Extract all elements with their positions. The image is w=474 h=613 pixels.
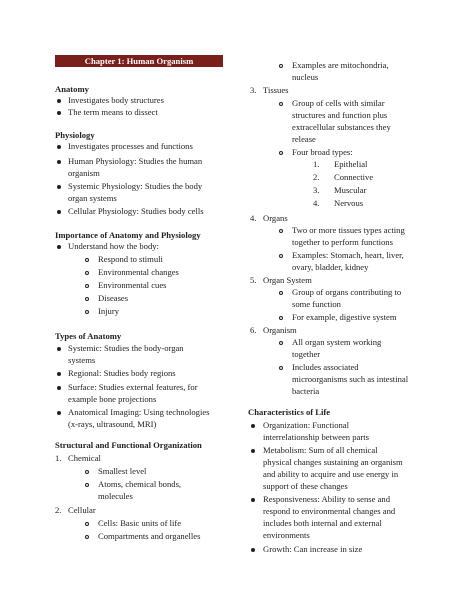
list-item: bacteria	[292, 386, 320, 396]
list-item: together to perform functions	[292, 237, 393, 247]
list-item: together	[292, 349, 321, 359]
list-item: Two or more tissues types acting	[292, 225, 405, 235]
list-item: Systemic Physiology: Studies the body	[68, 181, 203, 191]
list-item: Investigates body structures	[68, 95, 164, 105]
circle-bullet-icon	[279, 316, 283, 320]
bullet-icon	[57, 411, 61, 415]
list-number: 6.	[250, 325, 257, 335]
list-item: Diseases	[98, 293, 129, 303]
list-item: ovary, bladder, kidney	[292, 262, 369, 272]
list-item: Atoms, chemical bonds,	[98, 479, 182, 489]
list-item: Group of organs contributing to	[292, 287, 402, 297]
list-item: release	[292, 134, 316, 144]
bullet-icon	[57, 245, 61, 249]
circle-bullet-icon	[279, 291, 283, 295]
circle-bullet-icon	[85, 483, 89, 487]
list-item: Connective	[334, 172, 374, 182]
physiology-heading: Physiology	[55, 130, 95, 140]
list-item: Muscular	[334, 185, 367, 195]
list-number: 3.	[250, 85, 257, 95]
list-item: Investigates processes and functions	[68, 141, 193, 151]
list-item: Organization: Functional	[263, 420, 350, 430]
list-item: Responsiveness: Ability to sense and	[263, 494, 390, 504]
list-item: Nervous	[334, 198, 364, 208]
list-number: 3.	[313, 185, 320, 195]
list-item: includes both internal and external	[263, 518, 382, 528]
list-item: Organ System	[263, 275, 312, 285]
list-item: Regional: Studies body regions	[68, 368, 176, 378]
list-item: Examples are mitochondria,	[292, 60, 389, 70]
circle-bullet-icon	[85, 271, 89, 275]
list-number: 2.	[55, 505, 62, 515]
list-item: Epithelial	[334, 159, 368, 169]
list-item: Injury	[98, 306, 120, 316]
list-number: 4.	[250, 213, 257, 223]
list-item: Examples: Stomach, heart, liver,	[292, 250, 404, 260]
circle-bullet-icon	[279, 64, 283, 68]
bullet-icon	[251, 498, 255, 502]
list-item: molecules	[98, 491, 133, 501]
list-item: Respond to stimuli	[98, 254, 163, 264]
bullet-icon	[57, 210, 61, 214]
circle-bullet-icon	[85, 258, 89, 262]
list-item: Cellular Physiology: Studies body cells	[68, 206, 204, 216]
anatomy-heading: Anatomy	[55, 84, 89, 94]
list-item: example bone projections	[68, 394, 157, 404]
list-item: support of these changes	[263, 481, 348, 491]
list-item: environments	[263, 530, 310, 540]
circle-bullet-icon	[279, 341, 283, 345]
list-number: 4.	[313, 198, 320, 208]
list-item: The term means to dissect	[68, 107, 158, 117]
circle-bullet-icon	[85, 284, 89, 288]
bullet-icon	[57, 185, 61, 189]
circle-bullet-icon	[85, 310, 89, 314]
bullet-icon	[57, 386, 61, 390]
list-item: Smallest level	[98, 466, 147, 476]
list-item: Cells: Basic units of life	[98, 518, 182, 528]
circle-bullet-icon	[279, 102, 283, 106]
list-item: Organism	[263, 325, 297, 335]
types-heading: Types of Anatomy	[55, 331, 122, 341]
list-item: respond to environmental changes and	[263, 506, 396, 516]
list-item: For example, digestive system	[292, 312, 397, 322]
list-item: Human Physiology: Studies the human	[68, 156, 203, 166]
structural-heading: Structural and Functional Organization	[55, 440, 202, 450]
list-item: organ systems	[68, 193, 117, 203]
bullet-icon	[251, 424, 255, 428]
bullet-icon	[57, 372, 61, 376]
list-item: some function	[292, 299, 341, 309]
bullet-icon	[57, 347, 61, 351]
list-item: Growth: Can increase in size	[263, 544, 363, 554]
list-item: and ability to acquire and use energy in	[263, 469, 399, 479]
list-item: Chemical	[68, 453, 101, 463]
importance-heading: Importance of Anatomy and Physiology	[55, 230, 201, 240]
list-number: 1.	[55, 453, 62, 463]
bullet-icon	[57, 111, 61, 115]
bullet-icon	[57, 99, 61, 103]
list-item: Surface: Studies external features, for	[68, 382, 198, 392]
list-item: Environmental cues	[98, 280, 167, 290]
bullet-icon	[251, 449, 255, 453]
circle-bullet-icon	[279, 254, 283, 258]
list-item: Understand how the body:	[68, 241, 159, 251]
list-item: nucleus	[292, 72, 319, 82]
circle-bullet-icon	[85, 535, 89, 539]
list-item: Includes associated	[292, 362, 359, 372]
list-item: physical changes sustaining an organism	[263, 457, 403, 467]
list-item: Four broad types:	[292, 147, 353, 157]
list-item: microorganisms such as intestinal	[292, 374, 409, 384]
life-heading: Characteristics of Life	[248, 407, 331, 417]
bullet-icon	[251, 548, 255, 552]
list-item: extracellular substances they	[292, 122, 391, 132]
circle-bullet-icon	[85, 297, 89, 301]
circle-bullet-icon	[279, 229, 283, 233]
list-item: Metabolism: Sum of all chemical	[263, 445, 378, 455]
list-number: 5.	[250, 275, 257, 285]
list-item: organism	[68, 168, 100, 178]
list-number: 2.	[313, 172, 320, 182]
circle-bullet-icon	[85, 522, 89, 526]
list-item: (x-rays, ultrasound, MRI)	[68, 419, 157, 429]
list-item: Anatomical Imaging: Using technologies	[68, 407, 210, 417]
list-item: Systemic: Studies the body-organ	[68, 343, 184, 353]
list-item: systems	[68, 355, 96, 365]
circle-bullet-icon	[85, 470, 89, 474]
bullet-icon	[57, 145, 61, 149]
circle-bullet-icon	[279, 366, 283, 370]
chapter-title: Chapter 1: Human Organism	[55, 55, 223, 67]
list-item: Compartments and organelles	[98, 531, 201, 541]
bullet-icon	[57, 160, 61, 164]
list-item: Cellular	[68, 505, 96, 515]
list-item: interrelationship between parts	[263, 432, 369, 442]
list-item: Environmental changes	[98, 267, 179, 277]
list-item: Tissues	[263, 85, 289, 95]
list-number: 1.	[313, 159, 320, 169]
circle-bullet-icon	[279, 151, 283, 155]
list-item: Group of cells with similar	[292, 98, 385, 108]
list-item: All organ system working	[292, 337, 382, 347]
list-item: Organs	[263, 213, 288, 223]
list-item: structures and function plus	[292, 110, 388, 120]
